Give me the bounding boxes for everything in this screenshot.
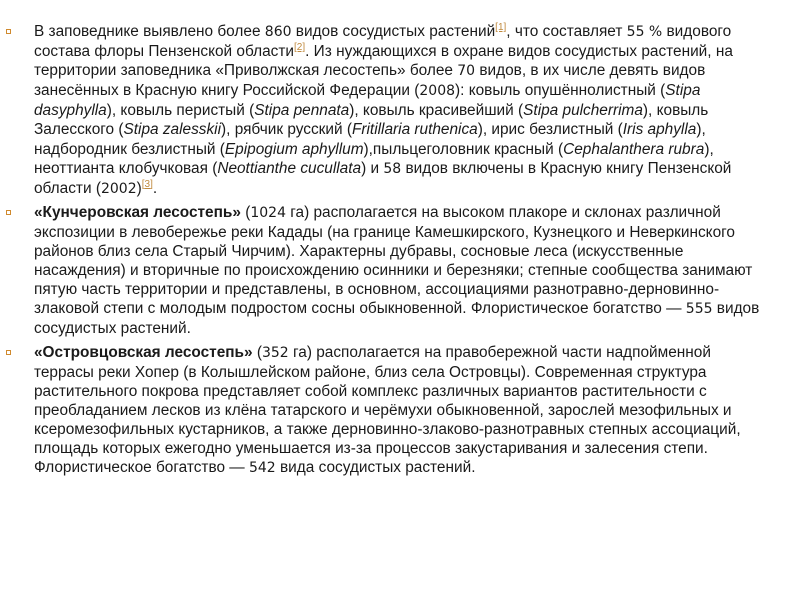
paragraph-text: . Из нуждающихся в охране видов сосудистых растений, на территории заповедника «Приволжская лесостепь» более bbox=[34, 43, 733, 80]
latin-species-name: Cephalanthera rubra bbox=[563, 140, 705, 158]
paragraph-text: ( bbox=[240, 203, 251, 221]
paragraph-text: видов, в их числе девять видов занесённых в Красную книгу Российской Федерации ( bbox=[34, 62, 706, 100]
number-text: 55 % bbox=[626, 24, 663, 40]
paragraph-text: видового состава флоры Пензенской области bbox=[34, 23, 732, 61]
paragraph-text: ( bbox=[252, 343, 262, 361]
square-bullet-icon bbox=[6, 210, 11, 215]
number-text: 1024 bbox=[250, 204, 286, 221]
number-text: 352 bbox=[261, 344, 289, 361]
number-text: 58 bbox=[383, 160, 402, 177]
latin-species-name: Stipa zalesskii bbox=[123, 121, 222, 139]
square-bullet-icon bbox=[6, 29, 11, 34]
paragraph-text: видов включены в Красную книгу Пензенской области ( bbox=[34, 159, 732, 197]
paragraph-text: , что составляет bbox=[506, 23, 627, 40]
paragraph-text: ), ковыль Залесского ( bbox=[34, 102, 709, 139]
reserve-name: «Островцовская лесостепь» bbox=[34, 343, 253, 361]
paragraph-text: . bbox=[152, 179, 158, 197]
reference-link[interactable]: [3] bbox=[141, 178, 153, 190]
latin-species-name: Fritillaria ruthenica bbox=[351, 121, 478, 139]
number-text: 2008 bbox=[419, 83, 456, 100]
number-text: 860 bbox=[264, 24, 292, 40]
paragraph-text: В заповеднике выявлено более bbox=[34, 23, 265, 40]
reference-link[interactable]: [2] bbox=[294, 41, 306, 53]
square-bullet-icon bbox=[6, 350, 11, 355]
paragraph-text: ), ковыль красивейший ( bbox=[349, 102, 524, 120]
number-text: 70 bbox=[457, 63, 476, 80]
paragraph-text: ), надбородник безлистный ( bbox=[34, 121, 706, 158]
number-text: 2002 bbox=[100, 180, 137, 197]
paragraph-text: видов сосудистых растений. bbox=[34, 300, 760, 338]
paragraph-text: ), ирис безлистный ( bbox=[477, 121, 623, 139]
latin-species-name: Iris aphylla bbox=[622, 121, 697, 139]
latin-species-name: Epipogium aphyllum bbox=[224, 140, 364, 158]
paragraph-text: ),пыльцеголовник красный ( bbox=[363, 140, 564, 158]
bullet-list bbox=[0, 22, 774, 478]
paragraph-text: вида сосудистых растений. bbox=[275, 459, 476, 477]
paragraph-text: видов сосудистых растений bbox=[291, 23, 496, 40]
paragraph-text: ) bbox=[136, 179, 142, 197]
bullet-paragraph bbox=[0, 343, 774, 479]
reserve-name: «Кунчеровская лесостепь» bbox=[34, 203, 241, 221]
paragraph-text: ): ковыль опушённолистный ( bbox=[455, 82, 666, 100]
paragraph-text: ), ковыль перистый ( bbox=[106, 102, 255, 120]
latin-species-name: Stipa pennata bbox=[254, 102, 350, 120]
bullet-paragraph bbox=[0, 22, 774, 199]
latin-species-name: Stipa pulcherrima bbox=[523, 102, 643, 120]
bullet-paragraph bbox=[0, 203, 774, 339]
latin-species-name: Stipa dasyphylla bbox=[34, 82, 701, 120]
number-text: 555 bbox=[685, 301, 713, 318]
reference-link[interactable]: [1] bbox=[495, 21, 507, 33]
paragraph-text: ), рябчик русский ( bbox=[221, 121, 352, 139]
paragraph-text: ) и bbox=[361, 159, 384, 177]
paragraph-text: ), неоттианта клобучковая ( bbox=[34, 140, 714, 177]
number-text: 542 bbox=[248, 460, 276, 477]
paragraph-text: га) располагается на высоком плакоре и склонах различной экспозиции в левобережье реки Кадады (на границе Камешкирского, Кузнецкого и Неверкинского районов близ села Старый Чирчим). Характерны дубравы, сосновые леса (искусственные насаждения) и вторичные по происхождению осинники и березняки; степные сообщества занимают пятую часть территории и представлены, в основном, ассоциациями разнотравно-дерновинно-злаковой степи с молодым подростом сосны обыкновенной. Флористическое богатство — bbox=[34, 203, 753, 318]
latin-species-name: Neottianthe cucullata bbox=[217, 159, 362, 177]
paragraph-text: га) располагается на правобережной части надпойменной террасы реки Хопер (в Колышлейском районе, близ села Островцы). Современная структура растительного покрова представляет собой комплекс различных вариантов растительности с преобладанием лесков из клёна татарского и черёмухи обыкновенной, зарослей мезофильных и ксеромезофильных кустарников, а также дерновинно-злаково-разнотравных степных ассоциаций, площадь которых ежегодно уменьшается из-за процессов закустаривания и залесения степи. Флористическое богатство — bbox=[34, 343, 741, 477]
